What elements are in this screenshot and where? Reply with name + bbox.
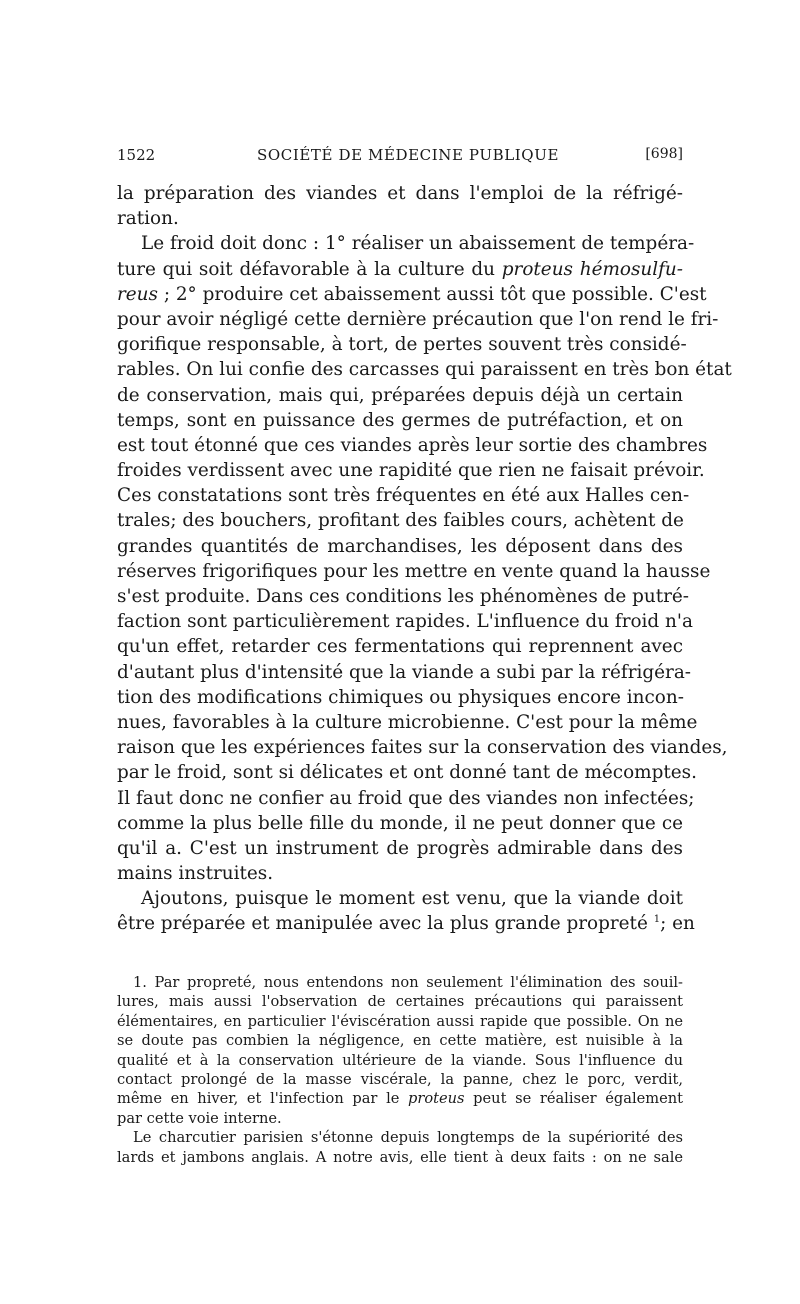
italic-species-name: reus [117,283,158,305]
text-fragment: peut se réaliser également [464,1090,683,1108]
text-line: de conservation, mais qui, préparées depuis déjà un certain [117,384,683,406]
footnotes [117,973,683,1167]
footnote-line: contact prolongé de la masse viscérale, la panne, chez le porc, verdit, [117,1070,683,1088]
text-line: Il faut donc ne confier au froid que des viandes non infectées; [117,787,695,809]
text-line: pour avoir négligé cette dernière précaution que l'on rend le fri- [117,308,719,330]
text-line: temps, sont en puissance des germes de putréfaction, et on [117,409,683,431]
footnote-line: qualité et à la conservation ultérieure de la viande. Sous l'influence du [117,1051,683,1069]
text-line [117,257,683,282]
footnote-line: élémentaires, en particulier l'éviscération aussi rapide que possible. On ne [117,1012,683,1030]
text-fragment: ture qui soit défavorable à la culture du [117,258,502,280]
footnote-line [117,1089,683,1108]
text-line: ration. [117,208,179,230]
running-title: SOCIÉTÉ DE MÉDECINE PUBLIQUE [257,146,559,164]
text-line: Ces constatations sont très fréquentes en été aux Halles cen- [117,485,690,507]
text-fragment: ; en [660,913,695,935]
text-line: comme la plus belle fille du monde, il ne peut donner que ce [117,812,683,834]
footnote-line: se doute pas combien la négligence, en cette matière, est nuisible à la [117,1032,683,1050]
text-line: qu'un effet, retarder ces fermentations qui reprennent avec [117,636,683,658]
text-line: tion des modifications chimiques ou physiques encore incon- [117,686,684,708]
footnote-line: lures, mais aussi l'observation de certaines précautions qui paraissent [117,993,683,1011]
text-line [117,911,695,936]
text-line: gorifique responsable, à tort, de pertes souvent très considé- [117,334,687,356]
text-fragment: être préparée et manipulée avec la plus grande propreté [117,913,654,935]
italic-species-name: proteus [408,1090,465,1108]
footnote-line: Le charcutier parisien s'étonne depuis longtemps de la supériorité des [133,1129,683,1147]
text-line: rables. On lui confie des carcasses qui paraissent en très bon état [117,359,732,381]
footnote-line: 1. Par propreté, nous entendons non seulement l'élimination des souil- [133,974,683,991]
text-fragment: même en hiver, et l'infection par le [117,1090,409,1108]
footnote-line: lards et jambons anglais. A notre avis, elle tient à deux faits : on ne sale [117,1148,683,1166]
bracket-reference: [698] [645,146,683,162]
text-line: Ajoutons, puisque le moment est venu, que la viande doit [141,888,683,910]
text-line [117,282,707,307]
italic-species-name: proteus hémosulfu- [501,258,683,280]
text-line: nues, favorables à la culture microbienne. C'est pour la même [117,711,698,733]
text-line: la préparation des viandes et dans l'emploi de la réfrigé- [117,183,683,204]
text-line: trales; des bouchers, profitant des faibles cours, achètent de [117,510,684,532]
text-line: Le froid doit donc : 1° réaliser un abaissement de tempéra- [141,233,695,255]
text-line: raison que les expériences faites sur la conservation des viandes, [117,737,728,759]
text-line: s'est produite. Dans ces conditions les phénomènes de putré- [117,586,689,607]
main-text [117,181,732,937]
text-line: est tout étonné que ces viandes après leur sortie des chambres [117,434,708,456]
text-fragment: ; 2° produire cet abaissement aussi tôt que possible. C'est [157,283,707,305]
text-line: faction sont particulièrement rapides. L'influence du froid n'a [117,611,693,633]
text-line: par le froid, sont si délicates et ont donné tant de mécomptes. [117,762,697,784]
text-line: froides verdissent avec une rapidité que rien ne faisait prévoir. [117,460,705,482]
footnote-marker[interactable]: 1 [653,914,661,926]
text-line: d'autant plus d'intensité que la viande a subi par la réfrigéra- [117,661,692,683]
text-line: qu'il a. C'est un instrument de progrès admirable dans des [117,837,683,859]
footnote-line: par cette voie interne. [117,1109,282,1127]
text-line: réserves frigorifiques pour les mettre en vente quand la hausse [117,560,711,582]
text-line: mains instruites. [117,863,274,885]
page-number: 1522 [117,146,156,164]
running-header [117,146,683,168]
text-line: grandes quantités de marchandises, les déposent dans des [117,535,683,557]
